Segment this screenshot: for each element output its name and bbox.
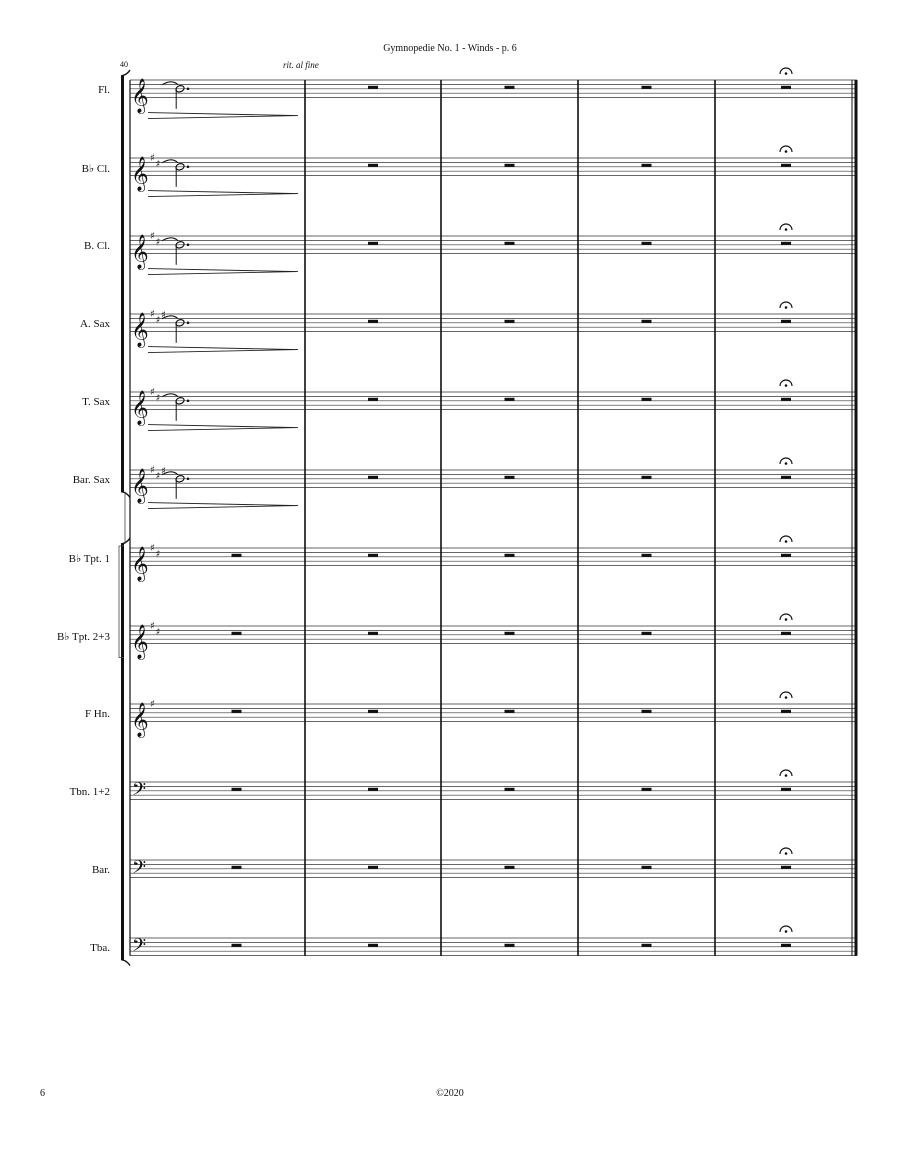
sharp-icon: ♯	[161, 310, 166, 321]
instrument-label: B♭ Cl.	[81, 163, 110, 175]
whole-rest	[642, 164, 652, 167]
whole-rest	[505, 86, 515, 89]
whole-rest	[642, 398, 652, 401]
augmentation-dot	[187, 166, 190, 169]
woodwind-bracket-bottom	[121, 492, 130, 498]
instrument-label: B. Cl.	[84, 240, 110, 252]
instrument-label: Tba.	[90, 942, 110, 954]
whole-rest	[781, 164, 791, 167]
whole-rest	[781, 788, 791, 791]
copyright-notice: ©2020	[436, 1088, 464, 1099]
instrument-label: T. Sax	[82, 396, 110, 408]
whole-rest	[781, 944, 791, 947]
sharp-icon: ♯	[150, 387, 155, 398]
whole-rest	[505, 944, 515, 947]
treble-clef-icon: 𝄞	[131, 390, 149, 426]
sharp-icon: ♯	[150, 621, 155, 632]
whole-rest	[505, 788, 515, 791]
sharp-icon: ♯	[150, 543, 155, 554]
fermata-dot	[785, 852, 788, 855]
instrument-label: B♭ Tpt. 2+3	[56, 631, 110, 643]
fermata-dot	[785, 228, 788, 231]
treble-clef-icon: 𝄞	[131, 312, 149, 348]
fermata-dot	[785, 696, 788, 699]
whole-rest	[232, 788, 242, 791]
whole-rest	[505, 242, 515, 245]
augmentation-dot	[187, 322, 190, 325]
whole-rest	[368, 242, 378, 245]
whole-rest	[505, 164, 515, 167]
whole-rest	[368, 944, 378, 947]
sharp-icon: ♯	[161, 466, 166, 477]
whole-rest	[232, 866, 242, 869]
whole-rest	[232, 710, 242, 713]
whole-rest	[505, 554, 515, 557]
woodwind-bracket-top	[121, 70, 130, 76]
tempo-marking: rit. al fine	[283, 60, 319, 70]
whole-rest	[781, 476, 791, 479]
sharp-icon: ♯	[155, 471, 161, 482]
whole-rest	[368, 632, 378, 635]
whole-rest	[505, 866, 515, 869]
sharp-icon: ♯	[155, 627, 161, 638]
whole-rest	[505, 710, 515, 713]
instrument-label: Fl.	[98, 84, 110, 96]
page-header-title: Gymnopedie No. 1 - Winds - p. 6	[383, 43, 517, 54]
whole-rest	[781, 242, 791, 245]
whole-rest	[781, 86, 791, 89]
fermata-dot	[785, 306, 788, 309]
treble-clef-icon: 𝄞	[131, 624, 149, 660]
decrescendo-hairpin	[148, 113, 298, 119]
whole-rest	[505, 398, 515, 401]
treble-clef-icon: 𝄞	[131, 156, 149, 192]
whole-rest	[642, 476, 652, 479]
whole-rest	[642, 242, 652, 245]
decrescendo-hairpin	[148, 503, 298, 509]
augmentation-dot	[187, 478, 190, 481]
whole-rest	[232, 632, 242, 635]
whole-rest	[642, 866, 652, 869]
instrument-label: Bar. Sax	[72, 474, 110, 486]
treble-clef-icon: 𝄞	[131, 234, 149, 270]
bass-clef-icon: 𝄢	[132, 857, 147, 883]
brass-bracket	[121, 544, 124, 960]
whole-rest	[368, 320, 378, 323]
instrument-label: Bar.	[91, 864, 110, 876]
bass-clef-icon: 𝄢	[132, 935, 147, 961]
sharp-icon: ♯	[155, 549, 161, 560]
whole-rest	[368, 554, 378, 557]
sharp-icon: ♯	[155, 393, 161, 404]
whole-rest	[505, 632, 515, 635]
whole-rest	[368, 710, 378, 713]
instrument-label: Tbn. 1+2	[69, 786, 110, 798]
sharp-icon: ♯	[150, 465, 155, 476]
treble-clef-icon: 𝄞	[131, 546, 149, 582]
whole-rest	[505, 320, 515, 323]
sharp-icon: ♯	[155, 159, 161, 170]
whole-rest	[232, 554, 242, 557]
whole-rest	[642, 86, 652, 89]
decrescendo-hairpin	[148, 269, 298, 275]
fermata-dot	[785, 930, 788, 933]
instrument-label: B♭ Tpt. 1	[68, 553, 110, 565]
fermata-dot	[785, 462, 788, 465]
fermata-dot	[785, 150, 788, 153]
whole-rest	[642, 554, 652, 557]
whole-rest	[781, 398, 791, 401]
whole-rest	[232, 944, 242, 947]
whole-rest	[781, 554, 791, 557]
page-number: 6	[40, 1088, 45, 1099]
whole-rest	[781, 866, 791, 869]
whole-rest	[642, 320, 652, 323]
sharp-icon: ♯	[150, 309, 155, 320]
whole-rest	[368, 164, 378, 167]
whole-rest	[781, 320, 791, 323]
sharp-icon: ♯	[150, 231, 155, 242]
instrument-label: A. Sax	[80, 318, 110, 330]
fermata-dot	[785, 72, 788, 75]
fermata-dot	[785, 618, 788, 621]
whole-rest	[368, 866, 378, 869]
whole-rest	[368, 788, 378, 791]
decrescendo-hairpin	[148, 425, 298, 431]
sharp-icon: ♯	[150, 153, 155, 164]
whole-rest	[642, 710, 652, 713]
whole-rest	[781, 632, 791, 635]
decrescendo-hairpin	[148, 191, 298, 197]
brass-bracket-bottom	[121, 960, 130, 966]
treble-clef-icon: 𝄞	[131, 78, 149, 114]
whole-rest	[642, 632, 652, 635]
whole-rest	[642, 788, 652, 791]
sharp-icon: ♯	[150, 699, 155, 710]
measure-number: 40	[120, 60, 128, 69]
whole-rest	[642, 944, 652, 947]
fermata-dot	[785, 384, 788, 387]
whole-rest	[505, 476, 515, 479]
sharp-icon: ♯	[155, 237, 161, 248]
treble-clef-icon: 𝄞	[131, 702, 149, 738]
final-barline-thick	[855, 80, 858, 956]
bass-clef-icon: 𝄢	[132, 779, 147, 805]
decrescendo-hairpin	[148, 347, 298, 353]
whole-rest	[368, 398, 378, 401]
whole-rest	[368, 86, 378, 89]
whole-rest	[368, 476, 378, 479]
treble-clef-icon: 𝄞	[131, 468, 149, 504]
fermata-dot	[785, 774, 788, 777]
augmentation-dot	[187, 88, 190, 91]
fermata-dot	[785, 540, 788, 543]
augmentation-dot	[187, 244, 190, 247]
brass-bracket-top	[121, 538, 130, 544]
sharp-icon: ♯	[155, 315, 161, 326]
woodwind-bracket	[121, 76, 124, 492]
instrument-label: F Hn.	[84, 708, 110, 720]
whole-rest	[781, 710, 791, 713]
augmentation-dot	[187, 400, 190, 403]
